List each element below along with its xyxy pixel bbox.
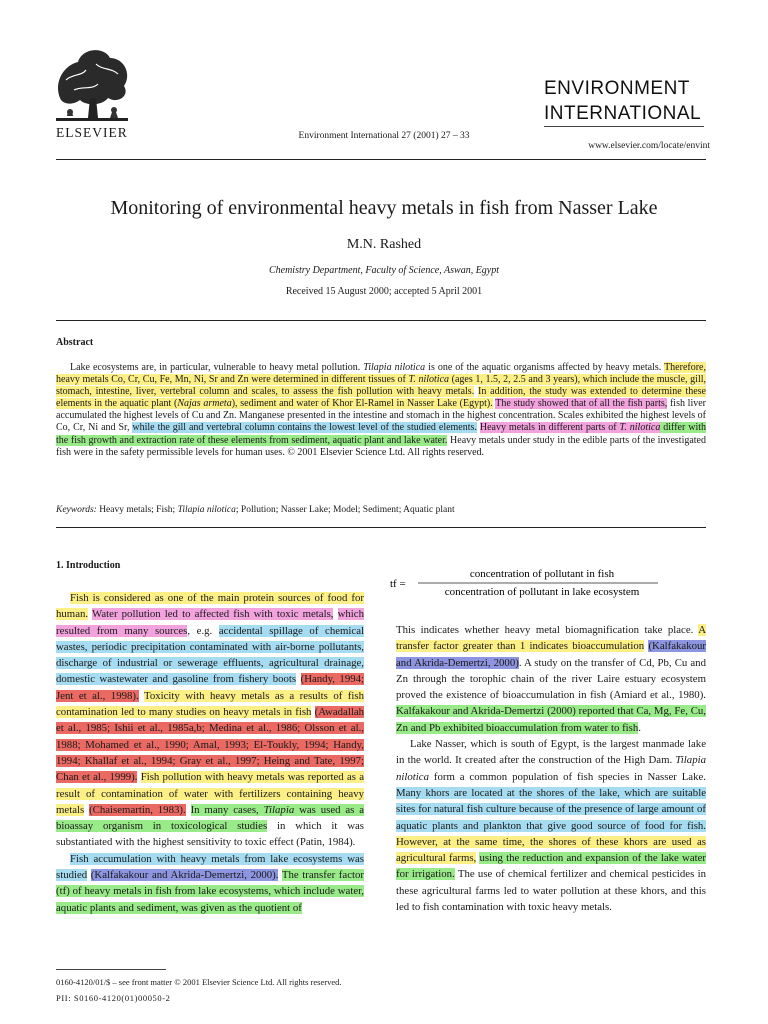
formula-numerator: concentration of pollutant in fish — [469, 568, 615, 580]
footer-copyright: 0160-4120/01/$ – see front matter © 2001 Elsevier Science Ltd. All rights reserved. — [56, 977, 342, 987]
abstract-bottom-divider — [56, 527, 706, 528]
text-segment: Heavy metals in different parts of — [479, 422, 620, 434]
text-segment: in which it was substantiated with the highest sensitivity to toxic effect (Patin, 1984). — [56, 820, 364, 849]
journal-reference: Environment International 27 (2001) 27 – 33 — [298, 131, 470, 141]
text-segment: Fish pollution with heavy metals was reported as a result of contamination of water with fertilizers containing heavy metals — [56, 771, 364, 816]
text-segment: However, at the same time, the shores of these khors are used as agricultural farms, — [396, 835, 706, 865]
text-segment: was used as a bioassay organism in toxicological studies — [56, 803, 365, 833]
text-segment: ), sediment and water of Khor El-Ramel in Nasser Lake (Egypt). — [231, 398, 493, 410]
text-segment: The study showed that of all the fish parts, — [495, 398, 668, 410]
keywords-list — [97, 505, 455, 515]
header-rule — [544, 126, 704, 127]
text-segment: Tilapia — [263, 803, 295, 816]
abstract-paragraph — [56, 362, 706, 459]
text-segment: accidental spillage of chemical wastes, periodic precipitation contaminated with air-borne pollutants, discharge of industrial or sewerage effluents, agricultural drainage, domestic wastewater and gasoline from fishery boots — [56, 624, 364, 686]
text-segment: form a common population of fish species in Nasser Lake. — [429, 770, 706, 783]
text-segment: (Handy, 1994; Jent et al., 1998). — [56, 673, 365, 702]
article-author: M.N. Rashed — [346, 237, 422, 252]
text-segment: . — [638, 721, 641, 734]
text-segment: In addition, the study was extended to determine these elements in the aquatic plant ( — [56, 386, 706, 410]
text-segment: differ with the fish growth and extraction rate of these elements from sediment, aquatic plant and lake water. — [56, 422, 707, 446]
journal-name-line2: INTERNATIONAL — [544, 103, 702, 124]
text-segment: The transfer factor (tf) of heavy metals in fish from lake ecosystems, which include water, aquatic plants and sediment, was given as the quotient of — [56, 869, 364, 914]
text-segment: , e.g. — [187, 624, 219, 637]
journal-name-line1: ENVIRONMENT — [544, 78, 690, 99]
text-segment: ; Pollution; Nasser Lake; Model; Sediment; Aquatic plant — [235, 505, 455, 515]
text-segment: using the reduction and expansion of the lake water for irrigation. — [396, 852, 707, 881]
text-segment: This indicates whether heavy metal biomagnification take place. — [396, 624, 699, 636]
text-segment: T. nilotica — [408, 374, 450, 386]
text-segment: In many cases, — [190, 803, 264, 816]
author-affiliation: Chemistry Department, Faculty of Science, Aswan, Egypt — [268, 265, 500, 276]
keywords-label: Keywords: — [56, 505, 97, 515]
intro-paragraph-1 — [56, 590, 364, 851]
text-segment: Najas armeta — [177, 398, 232, 410]
text-segment: T. nilotica — [619, 422, 661, 434]
text-segment: A transfer factor greater than 1 indicates bioaccumulation — [396, 624, 706, 653]
text-segment: Heavy metals; Fish; — [96, 505, 178, 515]
text-segment: The use of chemical fertilizer and chemical pesticides in these agricultural farms led to water pollution at these khors, and this led to fish contamination with toxic heavy metals. — [396, 868, 706, 914]
text-segment: Fish accumulation with heavy metals from lake ecosystems was studied — [56, 852, 364, 882]
text-segment: Toxicity with heavy metals as a results of fish contamination led to many studies on heavy metals in fish — [56, 689, 364, 719]
text-segment — [186, 804, 191, 816]
text-segment: (Kalfakakour and Akrida-Demertzi, 2000) — [396, 640, 707, 669]
text-segment — [296, 673, 300, 685]
footer-pii: PII: S0160-4120(01)00050-2 — [56, 993, 171, 1003]
text-segment — [333, 608, 337, 620]
footer-rule — [56, 969, 166, 970]
text-segment: (Awadallah et al., 1985; Ishii et al., 1985a,b; Medina et al., 1986; Olsson et al., 1988; Mohamed et al., 1990; Amal, 1993; El-Toukly, 1994; Handy, 1994; Khallaf et al., 1994; Gray et al., 1997; Heing and Tate, 1997; Chan et al., 1999). — [56, 706, 365, 784]
top-divider — [56, 159, 706, 160]
text-segment: while the gill and vertebral column contains the lowest level of the studied elements. — [132, 422, 477, 434]
text-segment: Lake ecosystems are, in particular, vulnerable to heavy metal pollution. — [70, 362, 364, 373]
abstract-top-divider — [56, 320, 706, 321]
text-segment: which resulted from many sources — [56, 608, 364, 637]
article-dates: Received 15 August 2000; accepted 5 April 2001 — [285, 286, 483, 297]
text-segment: Heavy metals under study in the edible parts of the investigated fish were in the safety permissible levels for human uses. © 2001 Elsevier Science Ltd. All rights reserved. — [56, 434, 706, 458]
text-segment: Many khors are located at the shores of the lake, which are suitable sites for natural fish culture because of the presence of large amount of aquatic plants and plankton that give good source of food for fish. — [396, 786, 706, 832]
text-segment: fish liver accumulated the highest levels of Cu and Zn. Manganese presented in the intestine and stomach in the highest concentration. Scales exhibited the highest levels of Co, Cr, Ni and Sr, — [56, 398, 707, 434]
left-column — [56, 590, 364, 916]
formula-lhs: tf = — [390, 578, 406, 590]
text-segment: (Chaisemartin, 1983). — [89, 803, 186, 816]
abstract-body — [56, 362, 706, 459]
article-title: Monitoring of environmental heavy metals in fish from Nasser Lake — [110, 197, 658, 219]
right-paragraph-1 — [396, 622, 706, 736]
text-segment: Tilapia nilotica — [396, 754, 706, 783]
text-segment: (ages 1, 1.5, 2, 2.5 and 3 years), which include the muscle, gill, stomach, intestine, liver, vertebral column and scales, to assess the fish pollution with heavy metals. — [56, 374, 706, 398]
elsevier-tree-logo-icon — [52, 40, 132, 124]
text-segment: Tilapia nilotica — [177, 505, 236, 515]
text-segment: Fish is considered as one of the main protein sources of food for human. — [56, 592, 364, 621]
journal-url-link[interactable]: www.elsevier.com/locate/envint — [588, 141, 710, 151]
abstract-heading: Abstract — [56, 337, 94, 348]
text-segment: . A study on the transfer of Cd, Pb, Cu and Zn through the torophic chain of the river Laire estuary ecosystem proved the existence of bioaccumulation in fish (Amiard et al., 1980). — [396, 656, 706, 702]
journal-name — [544, 76, 701, 126]
text-segment: is one of the aquatic organisms affected by heavy metals. — [425, 362, 665, 373]
formula-denominator: concentration of pollutant in lake ecosystem — [444, 586, 640, 598]
right-column — [396, 622, 706, 915]
text-segment: Kalfakakour and Akrida-Demertzi (2000) reported that Ca, Mg, Fe, Cu, Zn and Pb exhibited bioaccumulation from water to fish — [396, 705, 706, 734]
publisher-name: ELSEVIER — [56, 125, 128, 140]
keywords-line — [56, 505, 706, 515]
text-segment: Lake Nasser, which is south of Egypt, is the largest manmade lake in the world. It created after the construction of the High Dam. — [396, 738, 706, 767]
intro-paragraph-2 — [56, 851, 364, 916]
right-paragraph-2 — [396, 736, 706, 915]
introduction-heading: 1. Introduction — [56, 560, 121, 571]
text-segment: Tilapia nilotica — [363, 362, 426, 373]
text-segment: Therefore, heavy metals Co, Cr, Cu, Fe, Mn, Ni, Sr and Zn were determined in different tissues of — [56, 362, 706, 386]
text-segment: Water pollution led to affected fish with toxic metals, — [92, 608, 334, 621]
text-segment: (Kalfakakour and Akrida-Demertzi, 2000). — [90, 869, 279, 882]
transfer-factor-formula — [388, 564, 706, 600]
